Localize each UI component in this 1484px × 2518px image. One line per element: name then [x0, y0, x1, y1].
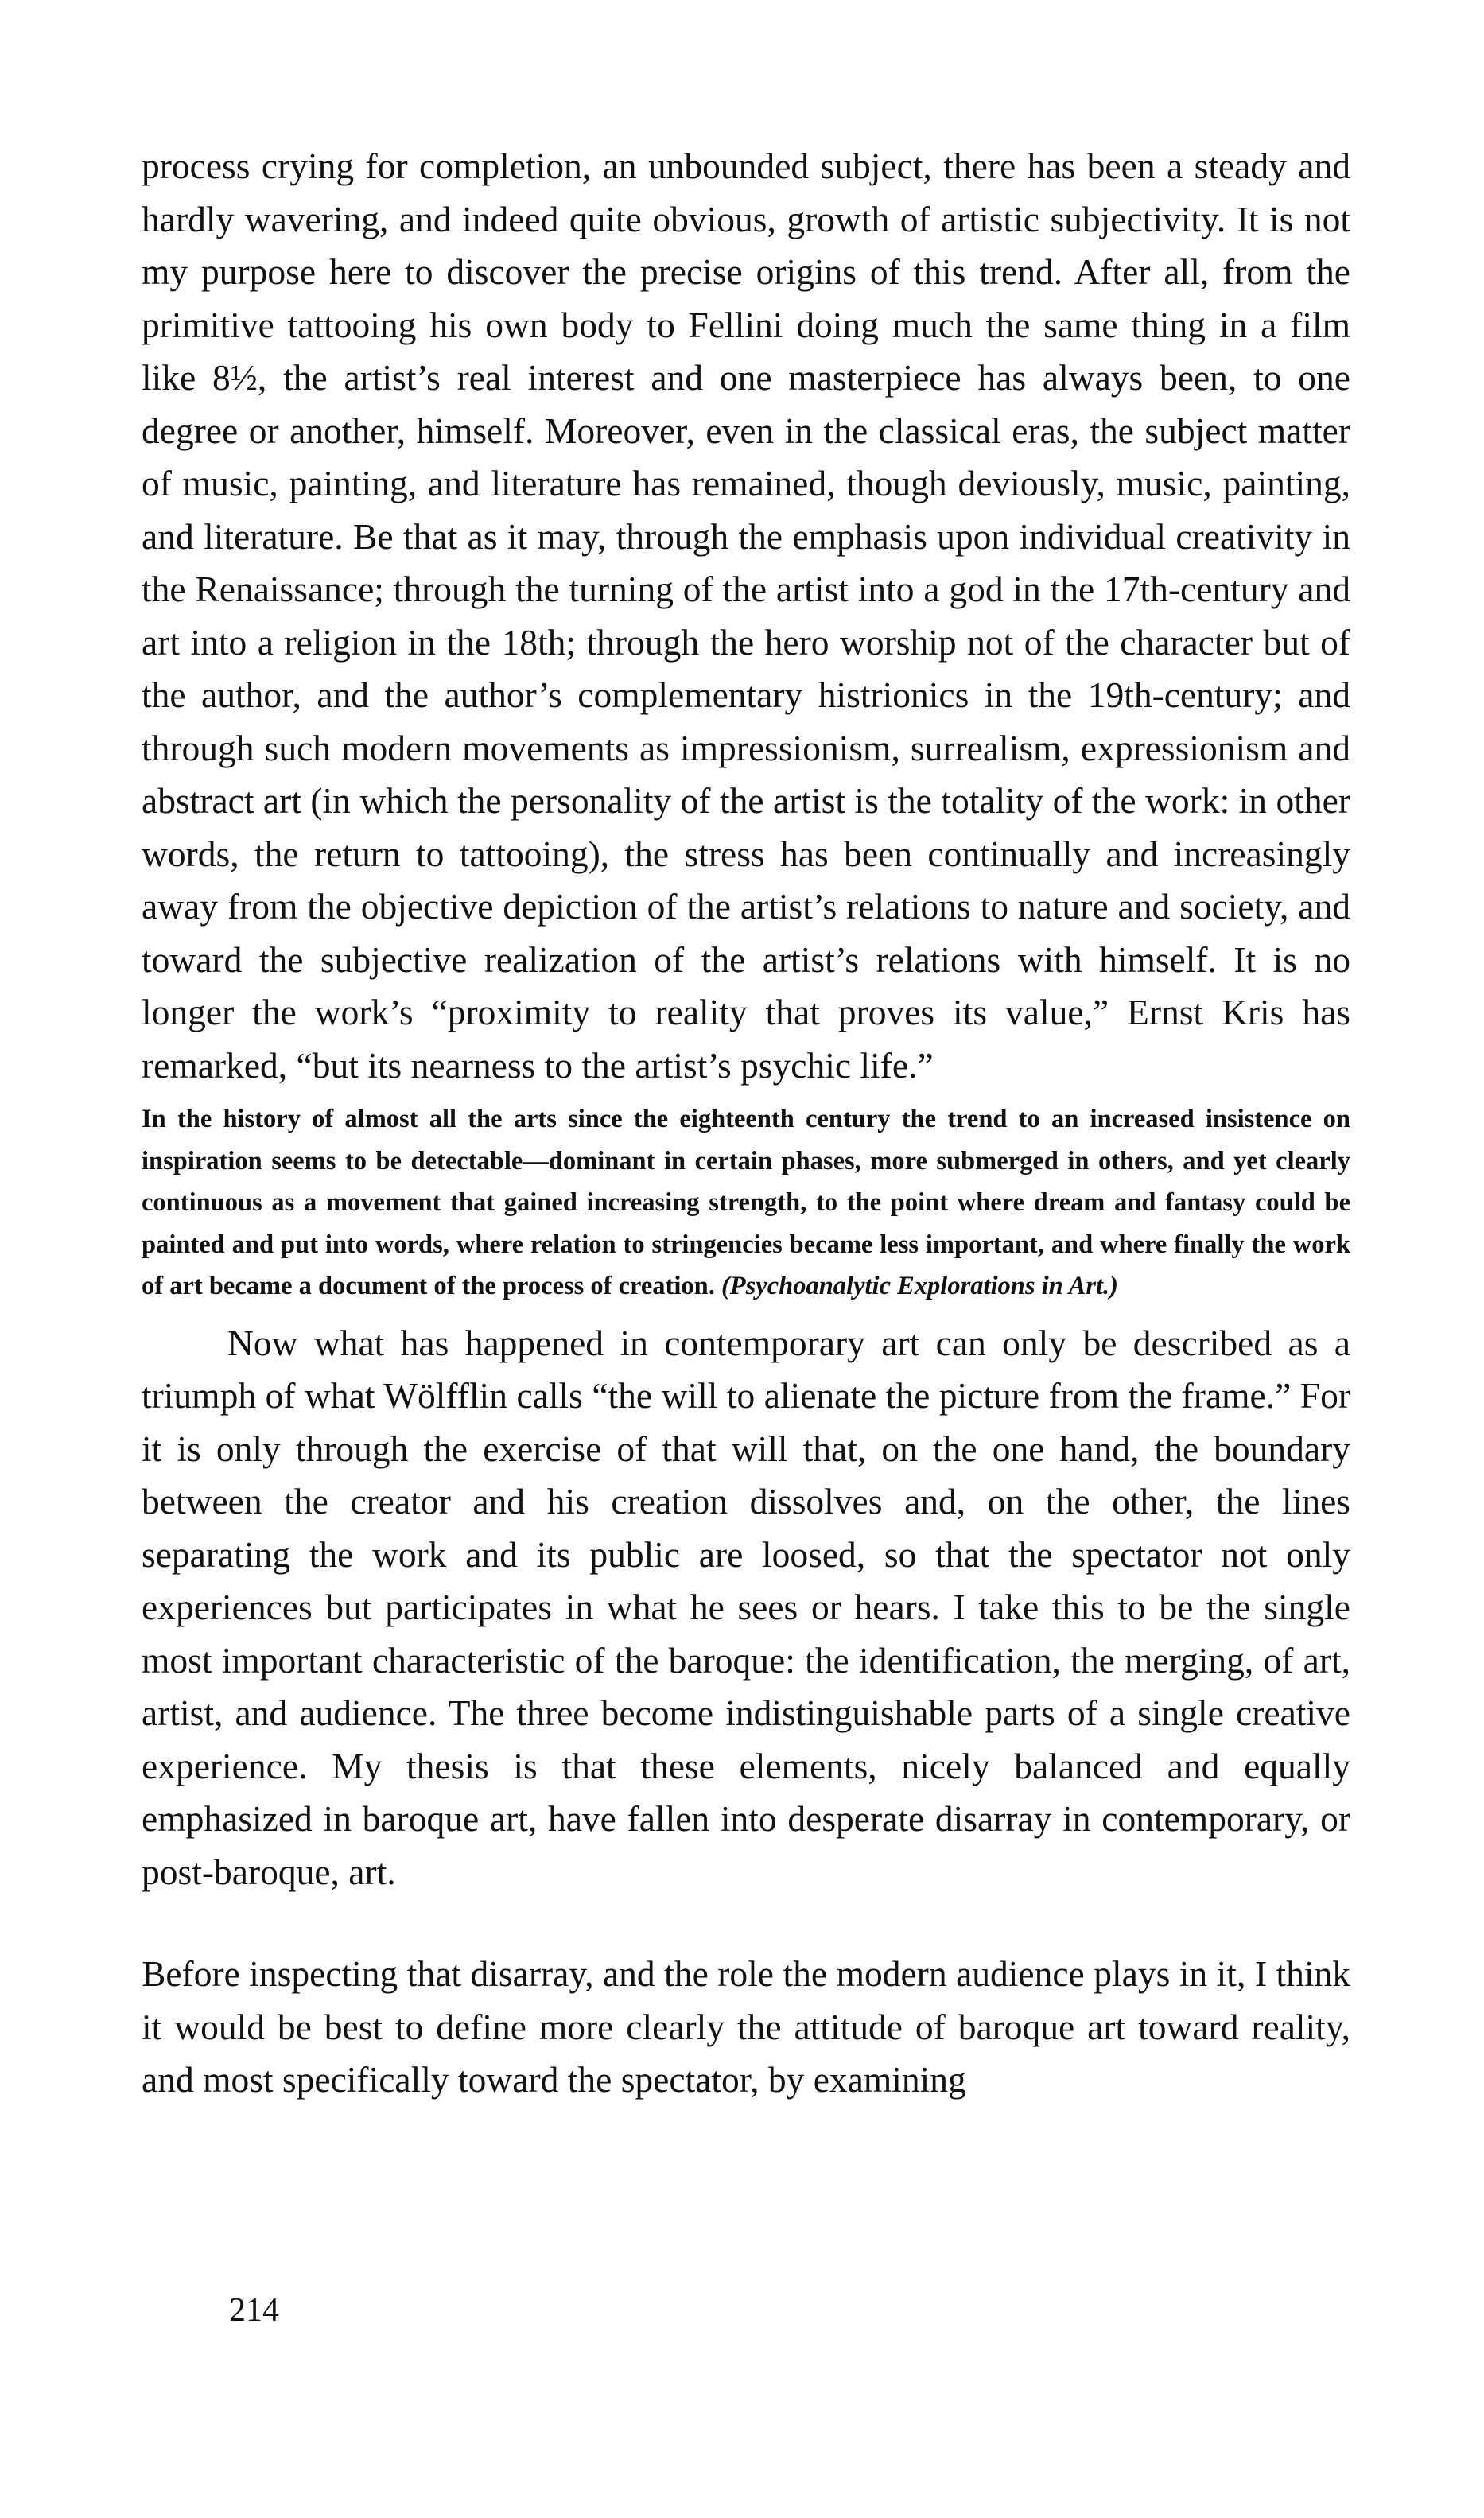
page-body — [142, 140, 1350, 2107]
block-quote-source: (Psychoanalytic Explorations in Art.) — [721, 1272, 1118, 1300]
paragraph-3: Before inspecting that disarray, and the role the modern audience plays in it, I think it would be best to define more clearly the attitude of baroque art toward reality, and most specifically toward the spectator, by examining — [142, 1953, 1350, 2100]
page-number: 214 — [229, 2292, 279, 2329]
block-quote-text: In the history of almost all the arts since the eighteenth century the trend to an increased insistence on inspiration seems to be detectable—dominant in certain phases, more submerged in others, and yet clearly continuous as a movement that gained increasing strength, to the point where dream and fantasy could be painted and put into words, where relation to stringencies became less important, and where finally the work of art became a document of the process of creation. — [142, 1105, 1350, 1300]
paragraph-2: Now what has happened in contemporary art can only be described as a triumph of what Wölfflin calls “the will to alienate the picture from the frame.” For it is only through the exercise of that will that, on the one hand, the boundary between the creator and his creation dissolves and, on the other, the lines separating the work and its public are loosed, so that the spectator not only experiences but participates in what he sees or hears. I take this to be the single most important characteristic of the baroque: the identification, the merging, of art, artist, and audience. The three become indistinguishable parts of a single creative experience. My thesis is that these elements, nicely balanced and equally emphasized in baroque art, have fallen into desperate disarray in contemporary, or post-baroque, art. — [142, 1322, 1350, 1892]
block-quote — [142, 1098, 1350, 1308]
paragraph-1: process crying for completion, an unbounded subject, there has been a steady and hardly wavering, and indeed quite obvious, growth of artistic subjectivity. It is not my purpose here to discover the precise origins of this trend. After all, from the primitive tattooing his own body to Fellini doing much the same thing in a film like 8½, the artist’s real interest and one masterpiece has always been, to one degree or another, himself. Moreover, even in the classical eras, the subject matter of music, painting, and literature has remained, though deviously, music, painting, and literature. Be that as it may, through the emphasis upon individual creativity in the Renaissance; through the turning of the artist into a god in the 17th-century and art into a religion in the 18th; through the hero worship not of the character but of the author, and the author’s complementary histrionics in the 19th-century; and through such modern movements as impressionism, surrealism, expressionism and abstract art (in which the personality of the artist is the totality of the work: in other words, the return to tattooing), the stress has been continually and increasingly away from the objective depiction of the artist’s relations to nature and society, and toward the subjective realization of the artist’s relations with himself. It is no longer the work’s “proximity to reality that proves its value,” Ernst Kris has remarked, “but its nearness to the artist’s psychic life.” — [142, 146, 1350, 1086]
